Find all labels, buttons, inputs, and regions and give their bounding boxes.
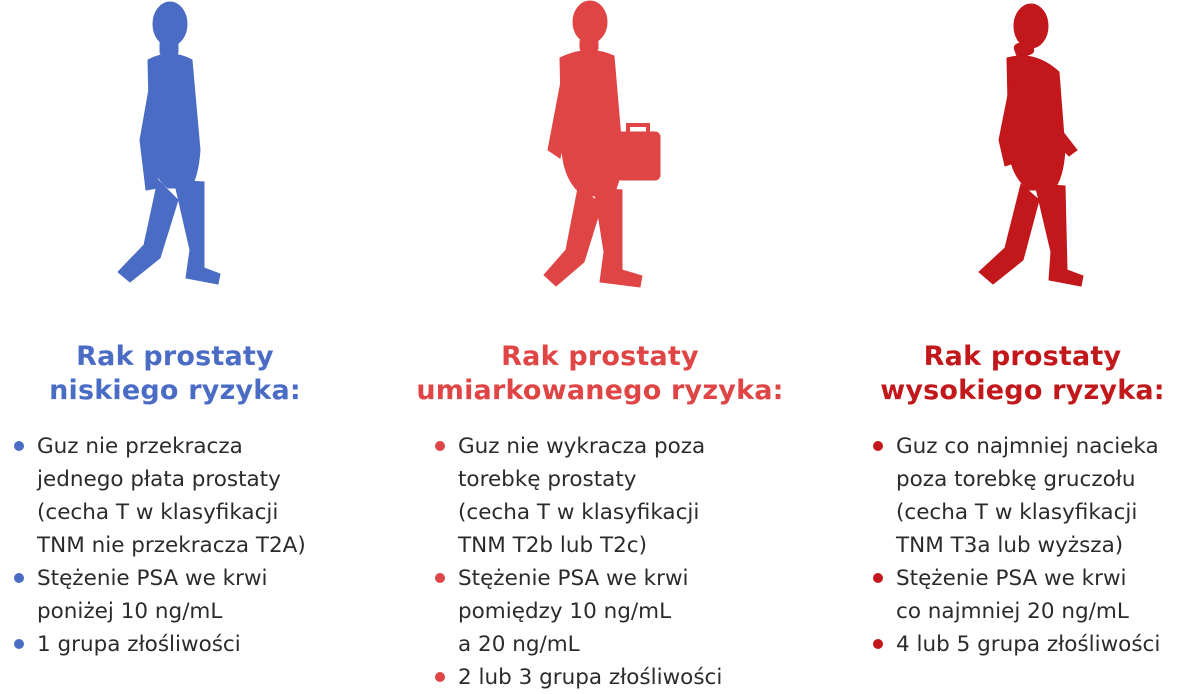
item-line: 2 lub 3 grupa złośliwości	[458, 665, 723, 690]
bullet-dot-icon	[873, 573, 883, 583]
item-line: (cecha T w klasyfikacji	[37, 500, 279, 525]
item-line: a 20 ng/mL	[458, 632, 580, 657]
walking-elderly-man-icon	[973, 0, 1093, 290]
title-line: Rak prostaty	[923, 341, 1122, 372]
list-item	[14, 562, 306, 628]
item-line: torebkę prostaty	[458, 467, 637, 492]
item-line: jednego płata prostaty	[37, 467, 281, 492]
item-line: Stężenie PSA we krwi	[37, 566, 268, 591]
bullet-dot-icon	[435, 672, 445, 682]
item-line: poza torebkę gruczołu	[896, 467, 1136, 492]
bullet-dot-icon	[873, 441, 883, 451]
title-line: Rak prostaty	[76, 341, 274, 372]
item-line: poniżej 10 ng/mL	[37, 599, 223, 624]
item-line: (cecha T w klasyfikacji	[458, 500, 700, 525]
walking-man-silhouette	[979, 4, 1083, 286]
walking-man-silhouette	[544, 1, 660, 287]
item-line: 1 grupa złośliwości	[37, 632, 241, 657]
item-line: 4 lub 5 grupa złośliwości	[896, 632, 1161, 657]
walking-man-silhouette	[118, 2, 220, 284]
item-line: Guz nie przekracza	[37, 434, 243, 459]
list-item	[435, 562, 722, 661]
criteria-list	[873, 430, 1160, 661]
bullet-dot-icon	[435, 573, 445, 583]
bullet-dot-icon	[435, 441, 445, 451]
list-item	[873, 430, 1160, 562]
criteria-list	[14, 430, 306, 661]
item-line: TNM T2b lub T2c)	[458, 533, 647, 558]
bullet-dot-icon	[14, 639, 24, 649]
item-line: (cecha T w klasyfikacji	[896, 500, 1138, 525]
intermediate-risk-column	[395, 0, 805, 693]
criteria-list	[435, 430, 722, 694]
high-risk-column	[845, 0, 1200, 693]
column-title	[395, 340, 805, 408]
list-item	[435, 430, 722, 562]
walking-man-icon	[108, 0, 233, 290]
bullet-dot-icon	[873, 639, 883, 649]
bullet-dot-icon	[14, 573, 24, 583]
bullet-dot-icon	[14, 441, 24, 451]
item-line: pomiędzy 10 ng/mL	[458, 599, 672, 624]
title-line: wysokiego ryzyka:	[880, 375, 1165, 406]
list-item	[435, 661, 722, 694]
item-line: Guz co najmniej nacieka	[896, 434, 1159, 459]
walking-man-with-briefcase-icon	[530, 0, 670, 290]
item-line: co najmniej 20 ng/mL	[896, 599, 1129, 624]
low-risk-column	[0, 0, 350, 693]
column-title	[0, 340, 350, 408]
item-line: Stężenie PSA we krwi	[896, 566, 1127, 591]
item-line: TNM T3a lub wyższa)	[896, 533, 1124, 558]
title-line: umiarkowanego ryzyka:	[416, 375, 784, 406]
item-line: Stężenie PSA we krwi	[458, 566, 689, 591]
title-line: Rak prostaty	[501, 341, 699, 372]
title-line: niskiego ryzyka:	[49, 375, 301, 406]
list-item	[14, 430, 306, 562]
list-item	[873, 562, 1160, 628]
item-line: TNM nie przekracza T2A)	[37, 533, 306, 558]
column-title	[845, 340, 1200, 408]
list-item	[873, 628, 1160, 661]
list-item	[14, 628, 306, 661]
item-line: Guz nie wykracza poza	[458, 434, 706, 459]
